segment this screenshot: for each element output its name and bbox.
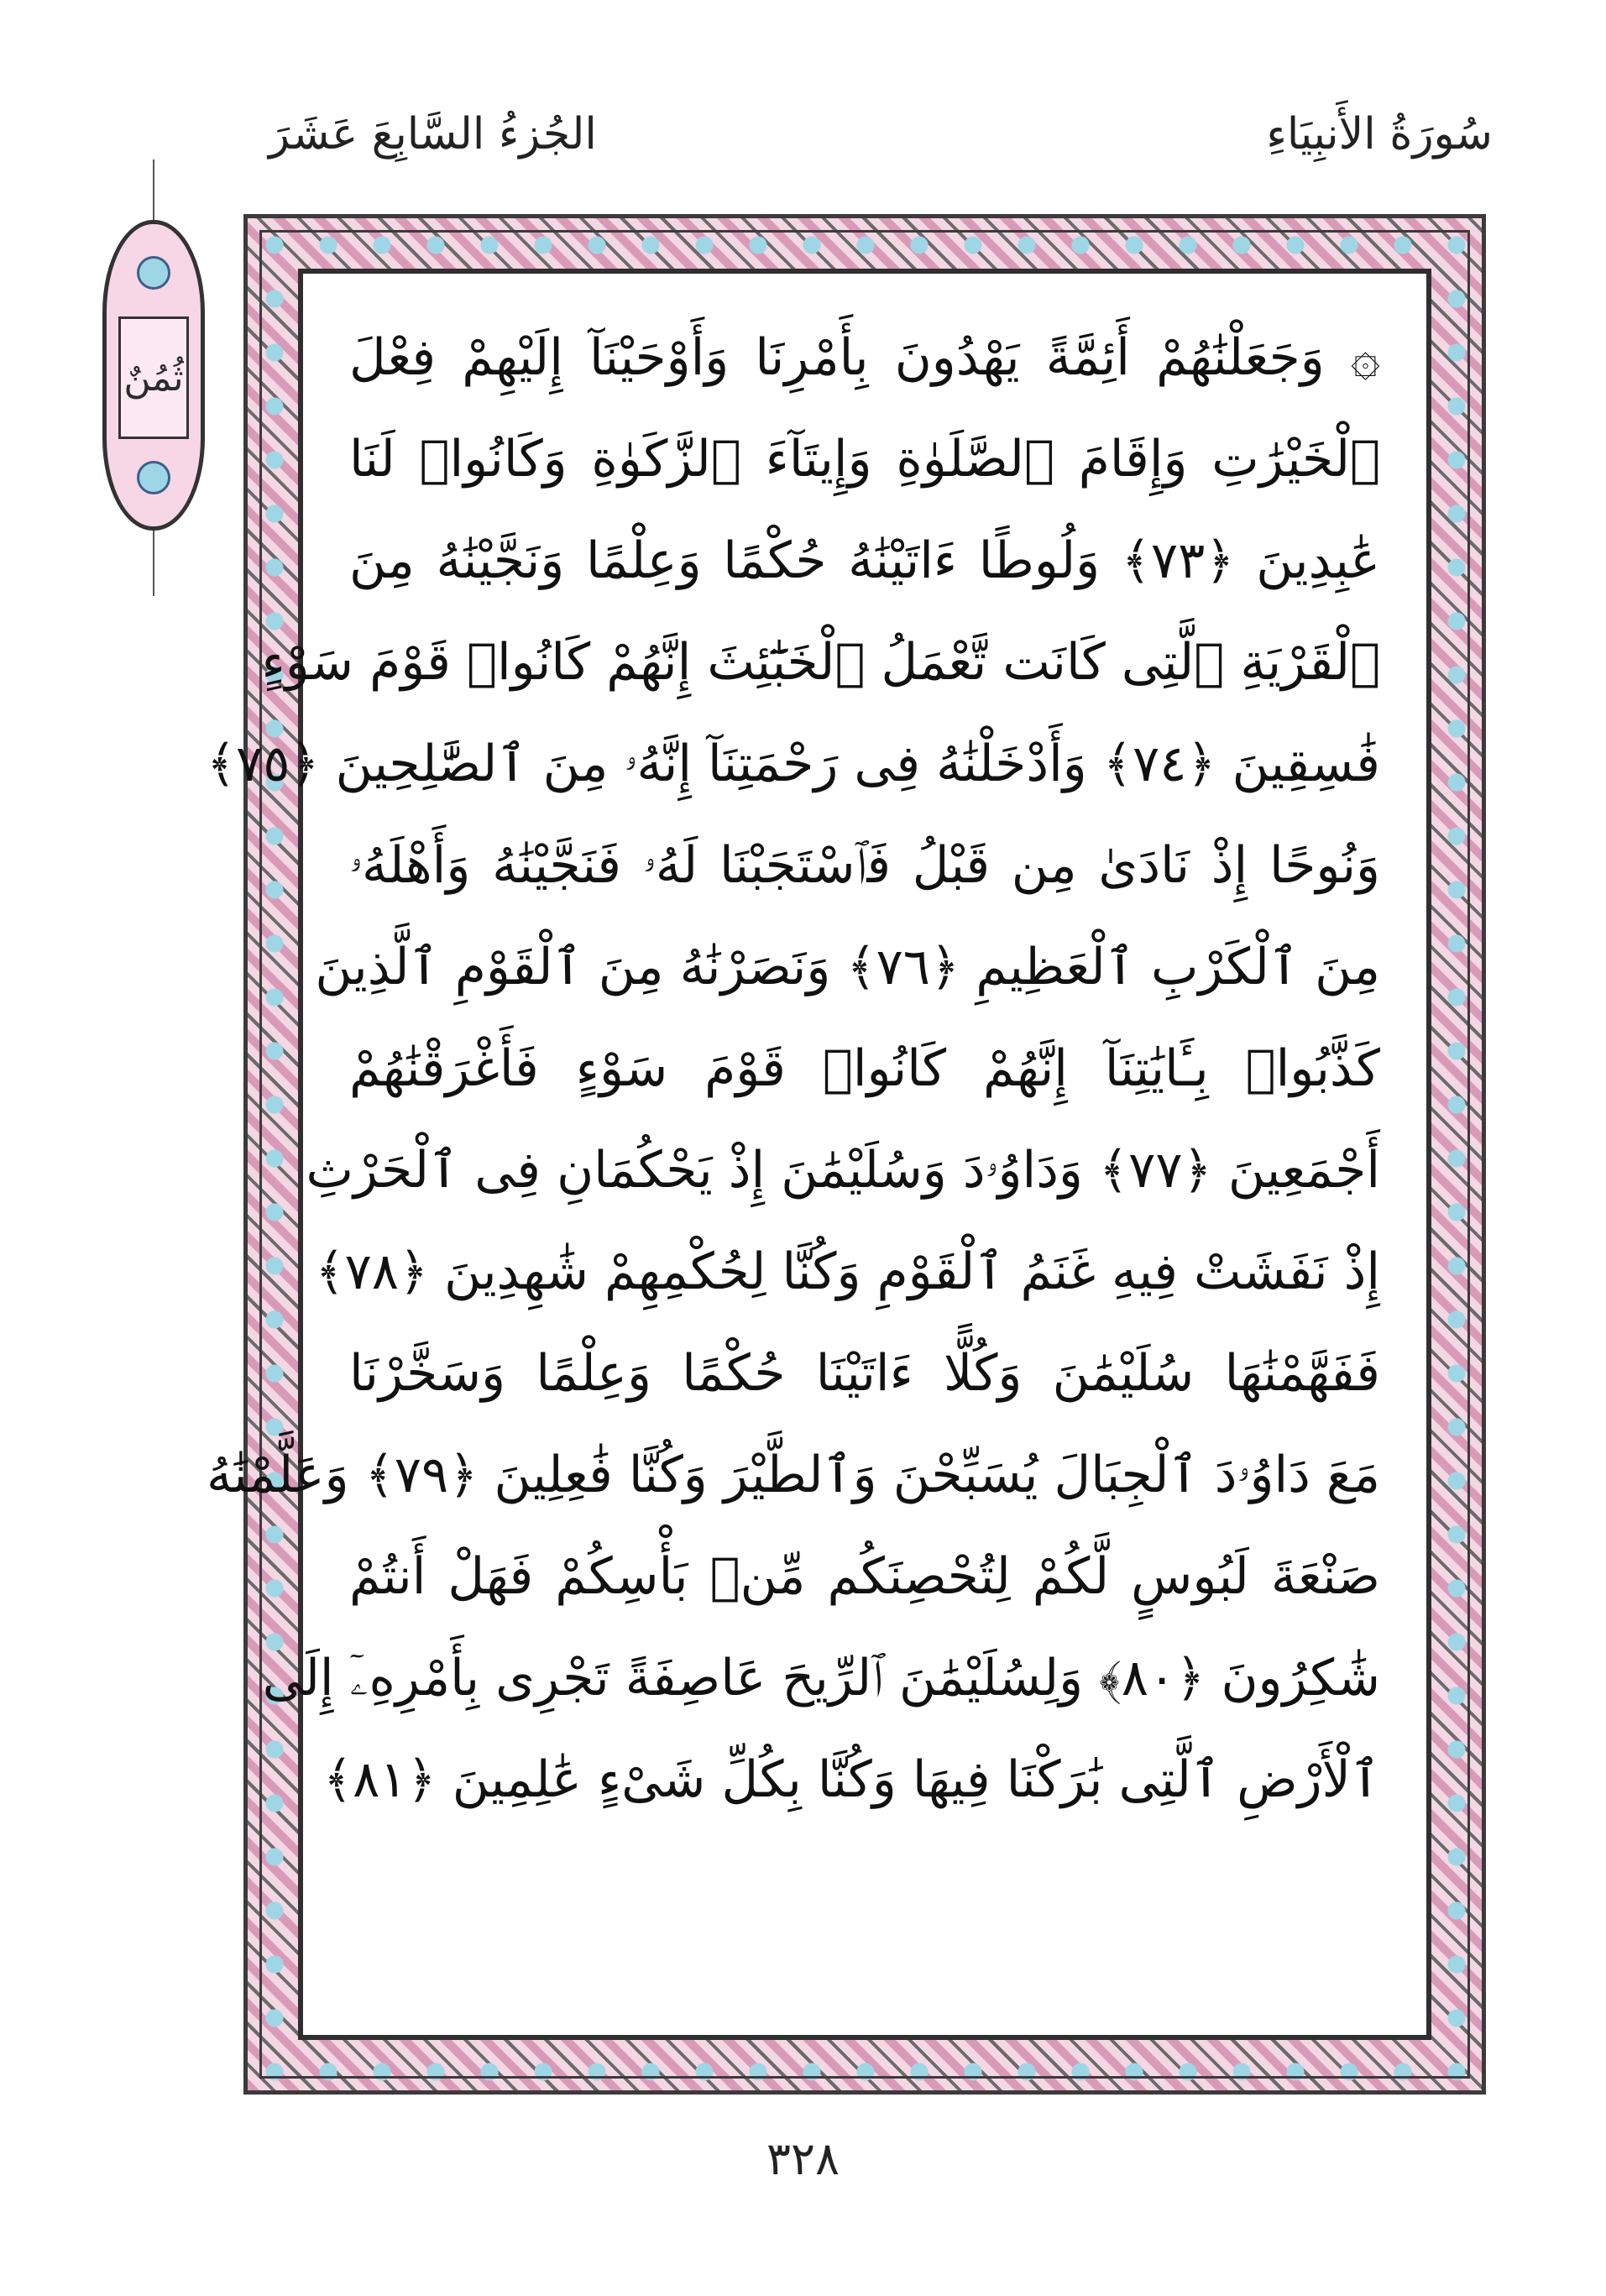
text-line: صَنْعَةَ لَبُوسٍ لَّكُمْ لِتُحْصِنَكُم مِّنۢ بَأْسِكُمْ فَهَلْ أَنتُمْ: [349, 1547, 1380, 1606]
margin-medallion: [102, 220, 205, 531]
verse-lines: [206, 307, 1380, 1831]
text-line: وَنُوحًا إِذْ نَادَىٰ مِن قَبْلُ فَٱسْتَجَبْنَا لَهُۥ فَنَجَّيْنَٰهُ وَأَهْلَهُۥ: [349, 836, 1380, 895]
juz-title: الجُزءُ السَّابِعَ عَشَرَ: [269, 109, 597, 160]
text-line: أَجْمَعِينَ ﴿٧٧﴾ وَدَاوُۥدَ وَسُلَيْمَٰنَ إِذْ يَحْكُمَانِ فِى ٱلْحَرْثِ: [306, 1141, 1380, 1200]
ornamental-border: [206, 214, 1486, 2095]
text-line: فَفَهَّمْنَٰهَا سُلَيْمَٰنَ وَكُلًّا ءَاتَيْنَا حُكْمًا وَعِلْمًا وَسَخَّرْنَا: [349, 1344, 1380, 1403]
text-line: ٱلْقَرْيَةِ ٱلَّتِى كَانَت تَّعْمَلُ ٱلْخَبَٰٓئِثَ إِنَّهُمْ كَانُوا۟ قَوْمَ سَوْءٍ: [261, 633, 1380, 692]
rosette-icon: [137, 256, 170, 290]
medallion-panel: [118, 316, 189, 439]
text-line: عَٰبِدِينَ ﴿٧٣﴾ وَلُوطًا ءَاتَيْنَٰهُ حُكْمًا وَعِلْمًا وَنَجَّيْنَٰهُ مِنَ: [349, 531, 1380, 590]
text-line: كَذَّبُوا۟ بِـَٔايَٰتِنَآ إِنَّهُمْ كَانُوا۟ قَوْمَ سَوْءٍ فَأَغْرَقْنَٰهُمْ: [349, 1039, 1380, 1098]
text-line: إِذْ نَفَشَتْ فِيهِ غَنَمُ ٱلْقَوْمِ وَكُنَّا لِحُكْمِهِمْ شَٰهِدِينَ ﴿٧٨﴾: [315, 1242, 1380, 1301]
text-line: فَٰسِقِينَ ﴿٧٤﴾ وَأَدْخَلْنَٰهُ فِى رَحْمَتِنَآ إِنَّهُۥ مِنَ ٱلصَّٰلِحِينَ ﴿٧٥﴾: [206, 735, 1380, 793]
text-line: ٱلْأَرْضِ ٱلَّتِى بَٰرَكْنَا فِيهَا وَكُنَّا بِكُلِّ شَىْءٍ عَٰلِمِينَ ﴿٨١﴾: [322, 1750, 1380, 1809]
text-panel: [206, 269, 1431, 2040]
text-line: مِنَ ٱلْكَرْبِ ٱلْعَظِيمِ ﴿٧٦﴾ وَنَصَرْنَٰهُ مِنَ ٱلْقَوْمِ ٱلَّذِينَ: [315, 938, 1380, 996]
text-line: ۞ وَجَعَلْنَٰهُمْ أَئِمَّةً يَهْدُونَ بِأَمْرِنَا وَأَوْحَيْنَآ إِلَيْهِمْ فِعْلَ: [349, 328, 1380, 387]
rosette-icon: [137, 461, 170, 494]
thumun-marker: ثُمُنٌ: [123, 356, 184, 400]
text-line: شَٰكِرُونَ ﴿٨٠﴾ وَلِسُلَيْمَٰنَ ٱلرِّيحَ عَاصِفَةً تَجْرِى بِأَمْرِهِۦٓ إِلَى: [262, 1649, 1380, 1708]
surah-title: سُورَةُ الأَنبِيَاءِ: [1266, 109, 1493, 160]
text-line: مَعَ دَاوُۥدَ ٱلْجِبَالَ يُسَبِّحْنَ وَٱلطَّيْرَ وَكُنَّا فَٰعِلِينَ ﴿٧٩﴾ وَعَلَّمْنَٰهُ: [206, 1446, 1380, 1504]
page-number: ٣٢٨: [766, 2132, 840, 2185]
text-line: ٱلْخَيْرَٰتِ وَإِقَامَ ٱلصَّلَوٰةِ وَإِيتَآءَ ٱلزَّكَوٰةِ وَكَانُوا۟ لَنَا: [349, 430, 1380, 489]
